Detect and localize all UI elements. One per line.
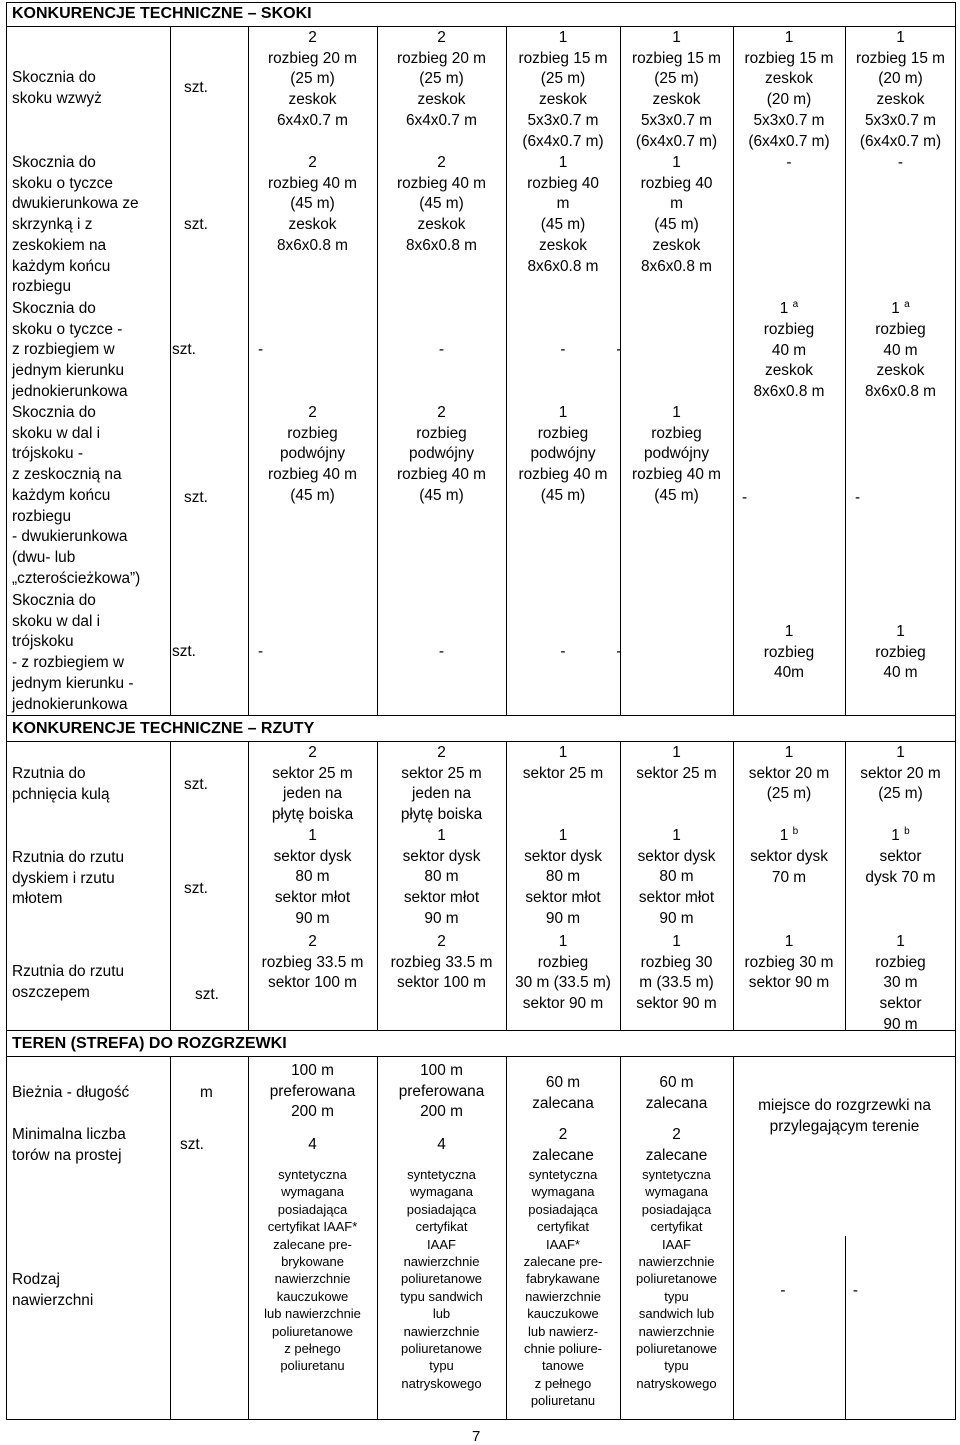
rule	[170, 1056, 171, 1420]
rule	[170, 26, 171, 715]
table-cell: -	[616, 643, 622, 660]
cell-lead	[845, 299, 956, 320]
table-cell: syntetyczna wymagana posiadająca certyfikat IAAF nawierzchnie poliuretanowe typu sandwich lub nawierzchnie poliuretanowe typu natryskowego	[636, 1167, 717, 1391]
table-cell: 1 rozbieg 15 m (25 m) zeskok 5x3x0.7 m (6x4x0.7 m)	[518, 29, 608, 150]
table-cell: -	[742, 489, 748, 506]
table-cell: rozbieg 40 m zeskok 8x6x0.8 m	[864, 321, 936, 401]
rule	[6, 1056, 956, 1057]
table-cell: 1 sektor 25 m	[522, 744, 604, 782]
unit-cell: szt.	[172, 643, 196, 660]
table-cell: 1 sektor 20 m (25 m)	[860, 744, 941, 803]
table-cell: sektor dysk 70 m	[750, 848, 828, 886]
table-cell: 1 rozbieg 30 m (33.5 m) sektor 90 m	[636, 933, 717, 1013]
row-label: Skocznia do skoku wzwyż	[12, 69, 102, 107]
row-label: Bieżnia - długość	[12, 1084, 130, 1101]
row-label: Skocznia do skoku w dal i trójskoku - z zeskocznią na każdym końcu rozbiegu - dwukierunkowa (dwu- lub „czterościeżkowa”)	[12, 404, 141, 587]
unit-cell: m	[200, 1084, 213, 1101]
unit-cell: szt.	[172, 341, 196, 358]
table-cell: -	[616, 341, 622, 358]
cell-lead-number: 1	[891, 827, 900, 844]
table-cell: 2 zalecane	[645, 1126, 708, 1164]
table-cell: 1 rozbieg podwójny rozbieg 40 m (45 m)	[632, 404, 721, 504]
table-cell: 2 rozbieg podwójny rozbieg 40 m (45 m)	[268, 404, 357, 504]
rule	[6, 1030, 956, 1031]
table-cell: 2 rozbieg 40 m (45 m) zeskok 8x6x0.8 m	[397, 154, 486, 254]
unit-cell: szt.	[184, 776, 208, 793]
unit-cell: szt.	[184, 880, 208, 897]
table-cell: 1 rozbieg 30 m sektor 90 m	[875, 933, 926, 1033]
table-cell: 2 rozbieg 33.5 m sektor 100 m	[261, 933, 364, 992]
table-cell: 1 rozbieg 15 m (25 m) zeskok 5x3x0.7 m (6x4x0.7 m)	[632, 29, 721, 150]
table-cell: -	[438, 643, 445, 660]
merged-cell: miejsce do rozgrzewki na przylegającym terenie	[758, 1097, 931, 1135]
table-cell: -	[852, 1282, 859, 1299]
table-cell: 60 m zalecana	[532, 1074, 594, 1112]
table-cell: 1 sektor 25 m	[636, 744, 717, 782]
table-cell: syntetyczna wymagana posiadająca certyfikat IAAF nawierzchnie poliuretanowe typu sandwich lub nawierzchnie poliuretanowe typu natryskowego	[400, 1167, 483, 1391]
cell-lead-number: 1	[891, 300, 900, 317]
table-cell: -	[258, 643, 264, 660]
page-number: 7	[472, 1428, 481, 1445]
table-cell: sektor dysk 70 m	[865, 848, 936, 886]
table-cell: 1 rozbieg 40 m (45 m) zeskok 8x6x0.8 m	[640, 154, 713, 275]
unit-cell: szt.	[184, 216, 208, 233]
table-cell: 1 rozbieg 30 m sektor 90 m	[744, 933, 834, 992]
footnote-marker: a	[904, 298, 910, 310]
section-title-skoki: KONKURENCJE TECHNICZNE – SKOKI	[12, 5, 312, 22]
cell-lead	[845, 826, 956, 847]
table-cell: -	[855, 489, 861, 506]
table-cell: 2 sektor 25 m jeden na płytę boiska	[271, 744, 354, 824]
table-cell: 4	[437, 1136, 446, 1153]
footnote-marker: a	[792, 298, 799, 310]
table-cell: 1 rozbieg 40 m (45 m) zeskok 8x6x0.8 m	[527, 154, 599, 275]
table-cell: 100 m preferowana 200 m	[269, 1062, 356, 1121]
table-cell: 100 m preferowana 200 m	[398, 1062, 485, 1121]
row-label: Rodzaj nawierzchni	[12, 1271, 94, 1309]
section-title-rzuty: KONKURENCJE TECHNICZNE – RZUTY	[12, 720, 315, 737]
table-cell: rozbieg 40 m zeskok 8x6x0.8 m	[753, 321, 825, 401]
footnote-marker: b	[792, 825, 799, 837]
table-cell: syntetyczna wymagana posiadająca certyfikat IAAF* zalecane pre- brykowane nawierzchnie kauczukowe lub nawierzchnie poliuretanowe z pełnego poliuretanu	[264, 1167, 361, 1374]
table-cell: 2 rozbieg podwójny rozbieg 40 m (45 m)	[397, 404, 486, 504]
cell-lead	[733, 826, 845, 847]
row-label: Rzutnia do rzutu dyskiem i rzutu młotem	[12, 849, 125, 908]
cell-lead-number: 1	[779, 300, 789, 317]
table-cell: -	[786, 154, 792, 171]
table-cell: 1 rozbieg 30 m (33.5 m) sektor 90 m	[515, 933, 611, 1013]
unit-cell: szt.	[180, 1136, 204, 1153]
table-cell: -	[780, 1282, 786, 1299]
unit-cell: szt.	[184, 489, 208, 506]
rule	[6, 741, 956, 742]
table-cell: -	[560, 341, 566, 358]
table-cell: -	[560, 643, 566, 660]
table-cell: -	[258, 341, 264, 358]
row-label: Skocznia do skoku o tyczce dwukierunkowa ze skrzynką i z zeskokiem na każdym końcu rozbiegu	[12, 154, 139, 296]
cell-lead	[733, 299, 845, 320]
table-cell: 1 rozbieg podwójny rozbieg 40 m (45 m)	[518, 404, 608, 504]
table-cell: 1 sektor 20 m (25 m)	[748, 744, 830, 803]
row-label: Rzutnia do pchnięcia kulą	[12, 765, 110, 803]
table-cell: 2 zalecane	[532, 1126, 594, 1164]
row-label: Skocznia do skoku w dal i trójskoku - z rozbiegiem w jednym kierunku - jednokierunkowa	[12, 592, 134, 713]
table-cell: 2 rozbieg 20 m (25 m) zeskok 6x4x0.7 m	[397, 29, 486, 129]
table-cell: 1 sektor dysk 80 m sektor młot 90 m	[273, 827, 352, 927]
row-label: Rzutnia do rzutu oszczepem	[12, 963, 125, 1001]
table-cell: 2 rozbieg 40 m (45 m) zeskok 8x6x0.8 m	[268, 154, 357, 254]
table-cell: -	[897, 154, 904, 171]
rule	[170, 741, 171, 1030]
section-title-teren: TEREN (STREFA) DO ROZGRZEWKI	[12, 1035, 287, 1052]
table-cell: 60 m zalecana	[645, 1074, 708, 1112]
table-cell: 1 rozbieg 15 m zeskok (20 m) 5x3x0.7 m (6x4x0.7 m)	[744, 29, 834, 150]
row-label: Minimalna liczba torów na prostej	[12, 1126, 126, 1164]
table-cell: 2 rozbieg 20 m (25 m) zeskok 6x4x0.7 m	[268, 29, 357, 129]
cell-lead-number: 1	[779, 827, 789, 844]
table-cell: syntetyczna wymagana posiadająca certyfikat IAAF* zalecane pre- fabrykawane nawierzchnie kauczukowe lub nawierz- chnie poliure- tanowe z pełnego poliuretanu	[523, 1167, 603, 1409]
row-label: Skocznia do skoku o tyczce - z rozbiegiem w jednym kierunku jednokierunkowa	[12, 300, 128, 400]
table-cell: 1 rozbieg 15 m (20 m) zeskok 5x3x0.7 m (6x4x0.7 m)	[856, 29, 945, 150]
table-cell: 1 rozbieg 40 m	[875, 623, 926, 682]
table-cell: 2 rozbieg 33.5 m sektor 100 m	[390, 933, 493, 992]
footnote-marker: b	[904, 825, 910, 837]
rule	[6, 26, 956, 27]
rule	[845, 1236, 846, 1420]
table-cell: 1 sektor dysk 80 m sektor młot 90 m	[524, 827, 602, 927]
table-cell: 1 sektor dysk 80 m sektor młot 90 m	[637, 827, 716, 927]
table-cell: -	[438, 341, 445, 358]
table-cell: 1 rozbieg 40m	[763, 623, 815, 682]
table-cell: 4	[308, 1136, 317, 1153]
unit-cell: szt.	[184, 79, 208, 96]
table-cell: 2 sektor 25 m jeden na płytę boiska	[400, 744, 483, 824]
rule	[6, 715, 956, 716]
unit-cell: szt.	[195, 986, 219, 1003]
table-cell: 1 sektor dysk 80 m sektor młot 90 m	[402, 827, 481, 927]
